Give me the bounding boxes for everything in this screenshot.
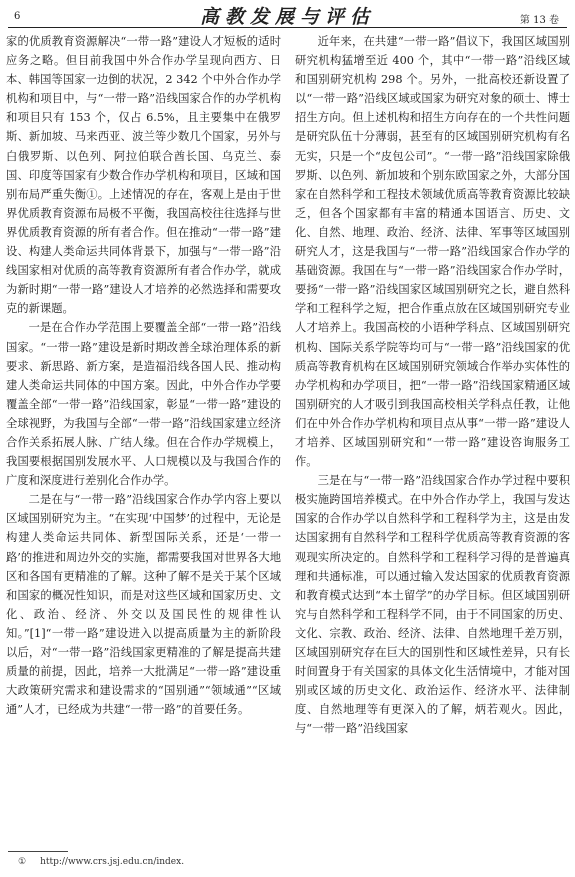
footnote-url[interactable]: http://www.crs.jsj.edu.cn/index. bbox=[40, 857, 185, 867]
paragraph: 二是在与“一带一路”沿线国家合作办学内容上要以区域国别研究为主。“在实现‘中国梦’的过程中，无论是构建人类命运共同体、新型国际关系，还是‘一带一路’的推进和周边外交的实施，都需要我国对世界各大地区和各国有更精准的了解。这种了解不是关于某个区域和国家的概况性知识，而是对这些区域和国家历史、文化、政治、经济、外交以及国民性的规律性认知。”[1]“一带一路”建设进入以提高质量为主的新阶段以后，对“一带一路”沿线国家更精准的了解是提高共建质量的前提，因此，培养一大批满足“一带一路”建设重大政策研究需求和建设需求的“国别通”“领域通”“区域通”人才，已经成为共建“一带一路”的首要任务。 bbox=[6, 493, 281, 717]
journal-title: 高教发展与评估 bbox=[199, 6, 375, 28]
footnote-marker: ① bbox=[18, 857, 27, 867]
page-number: 6 bbox=[14, 11, 21, 22]
volume-label: 第 13 卷 bbox=[519, 15, 559, 26]
footnote bbox=[18, 857, 198, 867]
paragraph: 近年来，在共建“一带一路”倡议下，我国区域国别研究机构猛增至近 400 个，其中“一带一路”沿线区域和国别研究机构 298 个。另外，一批高校还新设置了以“一带一路”沿线区域或国家为研究对象的硕士、博士招生方向。但上述机构和招生方向存在的一个共性问题是研究队伍十分薄弱，甚至有的区域国别研究机构有名无实，只是一个“皮包公司”。“一带一路”沿线国家除俄罗斯、以色列、新加坡和个别东欧国家之外，大部分国家在自然科学和工程技术领域优质高等教育资源比较缺乏，但各个国家都有丰富的精通本国语言、历史、文化、自然、地理、政治、经济、法律、军事等区域国别研究人才，这是我国与“一带一路”沿线国家合作办学的基础资源。我国在与“一带一路”沿线国家合作办学时，要扬“一带一路”沿线国家区域国别研究之长，避自然科学和工程科学之短，把合作重点放在区域国别研究专业人才培养上。我国高校的小语种学科点、区域国别研究机构、国际关系学院等均可与“一带一路”沿线国家的优质高等教育机构在区域国别研究领域合作举办实体性的办学机构和办学项目，把“一带一路”沿线国家精通区域国别研究的人才吸引到我国高校相关学科点任教，让他们在中外合作办学机构和项目点从事“一带一路”建设人才培养、区域国别研究和“一带一路”建设咨询服务工作。 bbox=[295, 35, 570, 469]
paragraph: 三是在与“一带一路”沿线国家合作办学过程中要积极实施跨国培养模式。在中外合作办学上，我国与发达国家的合作办学以自然科学和工程科学为主，这是由发达国家拥有自然科学和工程科学优质高等教育资源的客观现实所决定的。自然科学和工程科学习得的是普遍真理和共通标准，可以通过输入发达国家的优质教育资源和教育模式达到“本土留学”的办学目标。但区域国别研究与自然科学和工程科学不同，由于不同国家的历史、文化、宗教、政治、经济、法律、自然地理千差万别，区域国别研究存在巨大的国别性和区域性差异，只有长时间置身于有关国家的具体文化生活情境中，才能对国别或区域的历史文化、政治运作、经济水平、法律制度、自然地理等有更深入的了解，炳若观火。因此，与“一带一路”沿线国家 bbox=[295, 474, 570, 736]
paragraph: 家的优质教育资源解决“一带一路”建设人才短板的适时应务之略。但目前我国中外合作办学呈现向西方、日本、韩国等国家一边倒的状况，2 342 个中外合作办学机构和项目中，与“一带一路”沿线国家合作的办学机构和项目只有 153 个，仅占 6.5%，且主要集中在俄罗斯、新加坡、马来西亚、波兰等少数几个国家，另外与白俄罗斯、以色列、阿拉伯联合酋长国、乌克兰、泰国、印度等国家有少数合作办学机构和项目，区域和国别布局严重失衡①。上述情况的存在，客观上是由于世界优质教育资源布局极不平衡，我国高校往往选择与世界优质教育资源的所有者合作。但在推动“一带一路”建设、构建人类命运共同体背景下，加强与“一带一路”沿线国家相对优质的高等教育资源所有者合作办学，就成为新时期“一带一路”建设人才培养的必然选择和需要攻克的新课题。 bbox=[6, 35, 281, 316]
left-column bbox=[6, 32, 281, 850]
header-divider bbox=[8, 27, 567, 28]
footnote-divider bbox=[8, 851, 68, 852]
paragraph: 一是在合作办学范围上要覆盖全部“一带一路”沿线国家。“一带一路”建设是新时期改善全球治理体系的新要求、新思路、新方案，是造福沿线各国人民、推动构建人类命运共同体的中国方案。因此，中外合作办学要覆盖全部“一带一路”沿线国家，彰显“一带一路”建设的全球视野，为我国与全部“一带一路”沿线国家建立经济合作关系拓展人脉、广结人缘。但在合作办学规模上，我国要根据国别发展水平、人口规模以及与我国合作的广度和深度进行差别化合作办学。 bbox=[6, 321, 281, 488]
right-column bbox=[295, 32, 570, 850]
page-header bbox=[0, 0, 575, 28]
